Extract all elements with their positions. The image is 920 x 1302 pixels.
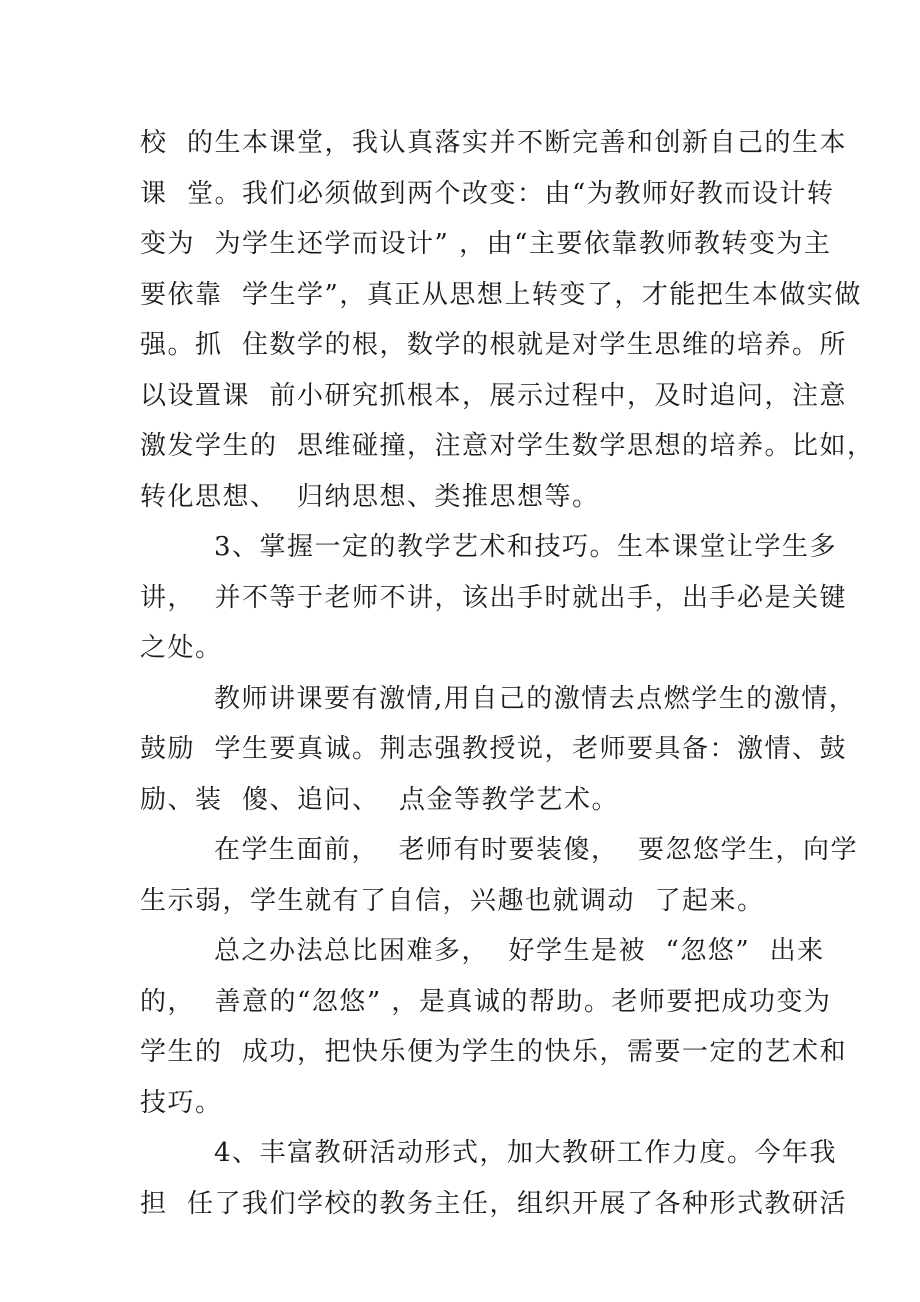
paragraph-line: 技巧。 bbox=[140, 1087, 223, 1118]
paragraph-line: 强。抓 住数学的根，数学的根就是对学生思维的培养。所 bbox=[140, 330, 848, 360]
paragraph-line: 变为 为学生还学而设计” ，由“主要依靠教师教转变为主 bbox=[140, 229, 832, 259]
paragraph-6 bbox=[140, 1128, 848, 1229]
document-body bbox=[140, 118, 875, 1229]
paragraph-line: 教师讲课要有激情,用自己的激情去点燃学生的激情， bbox=[214, 683, 857, 714]
paragraph-line: 以设置课 前小研究抓根本，展示过程中，及时追问，注意 bbox=[140, 380, 848, 411]
paragraph-line: 鼓励 学生要真诚。荆志强教授说，老师要具备：激情、鼓 bbox=[140, 734, 848, 764]
paragraph-line: 励、装 傻、追问、 点金等教学艺术。 bbox=[140, 784, 620, 815]
paragraph-1 bbox=[140, 118, 875, 522]
paragraph-line: 学生的 成功，把快乐便为学生的快乐，需要一定的艺术和 bbox=[140, 1037, 848, 1067]
paragraph-line: 课 堂。我们必须做到两个改变：由“为教师好教而设计转 bbox=[140, 178, 835, 209]
paragraph-2 bbox=[140, 522, 848, 674]
paragraph-line: 校 的生本课堂，我认真落实并不断完善和创新自己的生本 bbox=[140, 128, 848, 158]
paragraph-line: 生示弱，学生就有了自信，兴趣也就调动 了起来。 bbox=[140, 885, 765, 916]
paragraph-line: 之处。 bbox=[140, 633, 223, 663]
paragraph-line: 要依靠 学生学”，真正从思想上转变了，才能把生本做实做 bbox=[140, 279, 862, 310]
paragraph-line: 转化思想、 归纳思想、类推思想等。 bbox=[140, 481, 600, 512]
paragraph-4 bbox=[140, 825, 859, 926]
paragraph-line: 在学生面前， 老师有时要装傻， 要忽悠学生，向学 bbox=[214, 835, 859, 865]
paragraph-line: 4、丰富教研活动形式，加大教研工作力度。今年我 bbox=[214, 1138, 838, 1168]
paragraph-line: 的， 善意的“忽悠” ，是真诚的帮助。老师要把成功变为 bbox=[140, 986, 832, 1017]
paragraph-line: 总之办法总比困难多， 好学生是被 “忽悠” 出来 bbox=[214, 936, 825, 966]
paragraph-line: 担 任了我们学校的教务主任，组织开展了各种形式教研活 bbox=[140, 1188, 848, 1219]
paragraph-5 bbox=[140, 926, 848, 1128]
paragraph-line: 激发学生的 思维碰撞，注意对学生数学思想的培养。比如， bbox=[140, 431, 875, 461]
paragraph-3 bbox=[140, 674, 857, 826]
paragraph-line: 3、掌握一定的教学艺术和技巧。生本课堂让学生多 bbox=[214, 532, 838, 562]
paragraph-line: 讲， 并不等于老师不讲，该出手时就出手，出手必是关键 bbox=[140, 582, 848, 613]
